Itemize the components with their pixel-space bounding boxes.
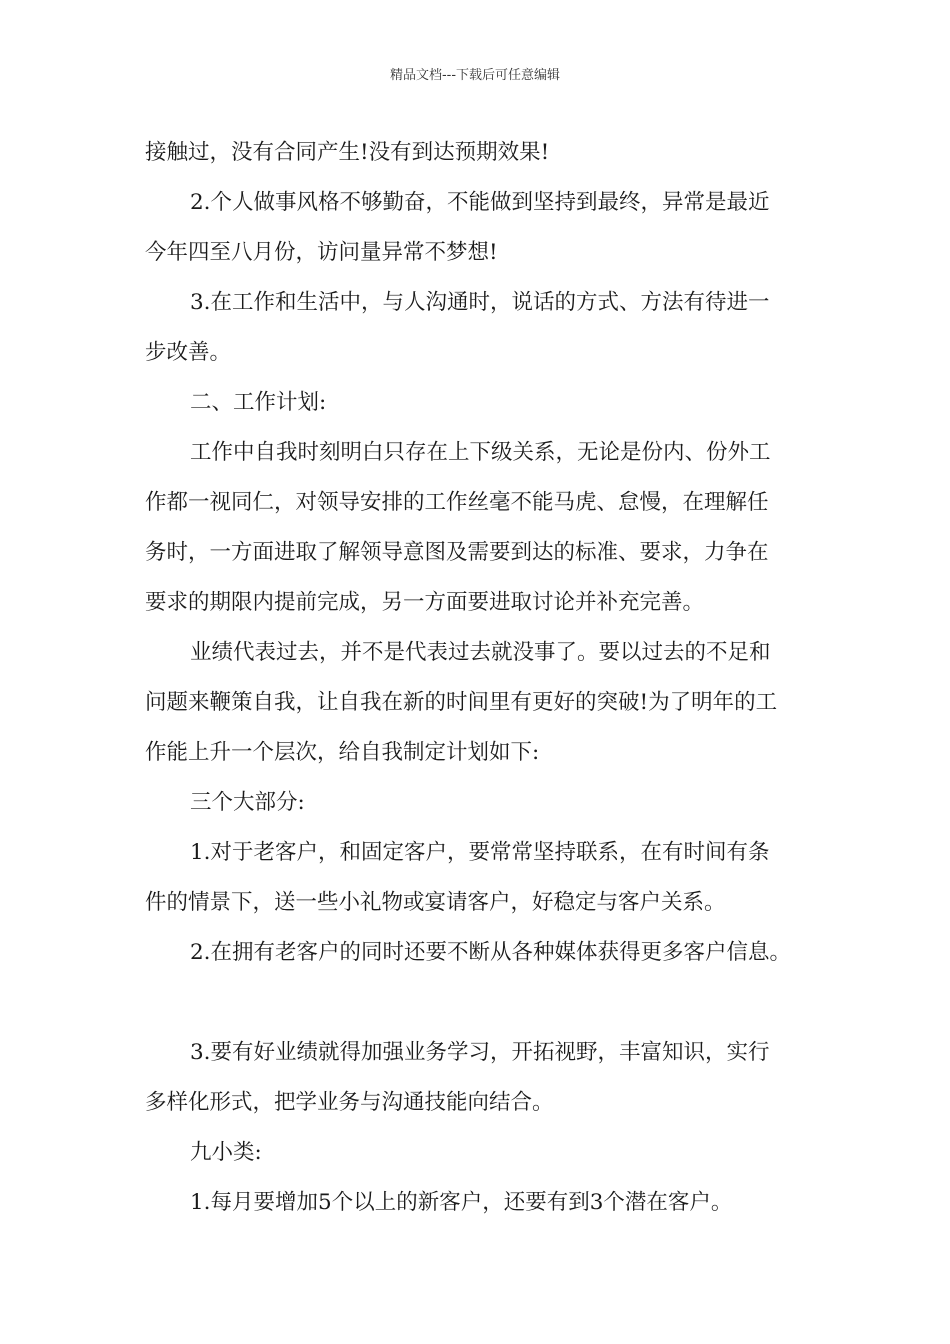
text-line: 作都一视同仁，对领导安排的工作丝毫不能马虎、怠慢，在理解任 bbox=[145, 490, 769, 515]
list-item: 1.每月要增加5个以上的新客户，还要有到3个潜在客户。 bbox=[190, 1190, 733, 1215]
section-heading: 二、工作计划: bbox=[190, 390, 327, 415]
text-line: 多样化形式，把学业务与沟通技能向结合。 bbox=[145, 1090, 554, 1115]
page-header: 精品文档---下载后可任意编辑 bbox=[389, 68, 561, 83]
subsection-heading: 九小类: bbox=[190, 1140, 262, 1165]
text-line: 要求的期限内提前完成，另一方面要进取讨论并补充完善。 bbox=[145, 590, 705, 615]
subsection-heading: 三个大部分: bbox=[190, 790, 305, 815]
list-item: 3.在工作和生活中，与人沟通时，说话的方式、方法有待进一 bbox=[190, 290, 770, 315]
paragraph-start: 业绩代表过去，并不是代表过去就没事了。要以过去的不足和 bbox=[190, 640, 771, 665]
list-item: 3.要有好业绩就得加强业务学习，开拓视野，丰富知识，实行 bbox=[190, 1040, 770, 1065]
text-line: 问题来鞭策自我，让自我在新的时间里有更好的突破!为了明年的工 bbox=[145, 690, 778, 715]
blank-line bbox=[145, 978, 825, 1028]
text-line: 步改善。 bbox=[145, 340, 232, 365]
list-item: 2.个人做事风格不够勤奋，不能做到坚持到最终，异常是最近 bbox=[190, 190, 770, 215]
text-line: 作能上升一个层次，给自我制定计划如下: bbox=[145, 740, 540, 765]
text-line: 今年四至八月份，访问量异常不梦想! bbox=[145, 240, 498, 265]
text-line: 务时，一方面进取了解领导意图及需要到达的标准、要求，力争在 bbox=[145, 540, 769, 565]
text-line: 件的情景下，送一些小礼物或宴请客户，好稳定与客户关系。 bbox=[145, 890, 726, 915]
list-item: 2.在拥有老客户的同时还要不断从各种媒体获得更多客户信息。 bbox=[190, 940, 792, 965]
document-body bbox=[145, 128, 825, 1228]
list-item: 1.对于老客户，和固定客户，要常常坚持联系，在有时间有条 bbox=[190, 840, 770, 865]
paragraph-start: 工作中自我时刻明白只存在上下级关系，无论是份内、份外工 bbox=[190, 440, 771, 465]
text-line: 接触过，没有合同产生!没有到达预期效果! bbox=[145, 140, 550, 165]
